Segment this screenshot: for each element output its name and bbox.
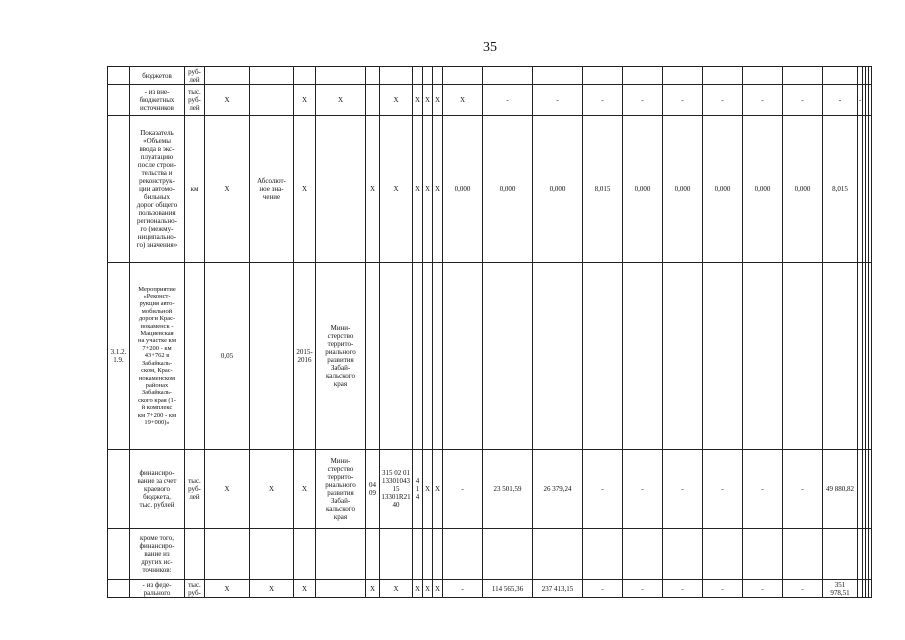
- table-cell: [433, 263, 443, 450]
- table-cell: -: [623, 580, 663, 598]
- table-cell: [869, 85, 872, 116]
- table-cell: тыс. руб- лей: [185, 450, 205, 529]
- table-cell: [366, 85, 380, 116]
- table-cell: [743, 529, 783, 580]
- table-cell: [703, 529, 743, 580]
- table-cell: тыс. руб- лей: [185, 85, 205, 116]
- table-cell: 4 1 4: [413, 450, 423, 529]
- table-cell: Х: [316, 85, 366, 116]
- table-cell: -: [623, 450, 663, 529]
- table-cell: -: [583, 450, 623, 529]
- table-cell: 0,000: [533, 116, 583, 263]
- table-cell: [583, 67, 623, 85]
- table-cell: [366, 67, 380, 85]
- table-row: [108, 85, 872, 116]
- table-cell: [623, 67, 663, 85]
- table-cell: [205, 529, 250, 580]
- table-cell: [823, 529, 858, 580]
- table-cell: Х: [433, 85, 443, 116]
- table-cell: [108, 580, 130, 598]
- table-cell: [483, 263, 533, 450]
- table-cell: [743, 67, 783, 85]
- table-cell: [185, 263, 205, 450]
- table-cell: [250, 529, 294, 580]
- table-cell: Х: [250, 450, 294, 529]
- table-cell: [533, 67, 583, 85]
- table-cell: [533, 263, 583, 450]
- table-cell: Х: [205, 85, 250, 116]
- table-cell: Х: [413, 85, 423, 116]
- table-cell: -: [583, 85, 623, 116]
- table-cell: Х: [205, 450, 250, 529]
- table-cell: [443, 263, 483, 450]
- table-cell: [185, 529, 205, 580]
- table-cell: 3.1.2. 1.9.: [108, 263, 130, 450]
- table-cell: Х: [380, 85, 413, 116]
- table-cell: 8,015: [583, 116, 623, 263]
- table-cell: [294, 529, 316, 580]
- table-cell: [250, 263, 294, 450]
- table-cell: 0,000: [743, 116, 783, 263]
- table-cell: [423, 529, 433, 580]
- table-cell: [583, 263, 623, 450]
- table-cell: [413, 263, 423, 450]
- table-cell: -: [858, 85, 863, 116]
- table-cell: [623, 263, 663, 450]
- table-cell: [250, 85, 294, 116]
- table-cell: [783, 67, 823, 85]
- table-row: [108, 67, 872, 85]
- table-cell: [443, 67, 483, 85]
- table-cell: [663, 263, 703, 450]
- table-cell: Х: [423, 580, 433, 598]
- table-cell: [423, 263, 433, 450]
- table-cell: [433, 67, 443, 85]
- table-cell: Х: [433, 450, 443, 529]
- table-row: [108, 450, 872, 529]
- table-cell: -: [533, 85, 583, 116]
- table-cell: Мини- стерство террито- риального развития Забай- кальского края: [316, 450, 366, 529]
- table-cell: [423, 67, 433, 85]
- table-cell: -: [663, 85, 703, 116]
- table-cell: [869, 116, 872, 263]
- table-cell: -: [483, 85, 533, 116]
- table-cell: Х: [380, 116, 413, 263]
- table-cell: [316, 116, 366, 263]
- table-cell: -: [583, 580, 623, 598]
- table-cell: [583, 529, 623, 580]
- table-cell: Х: [205, 116, 250, 263]
- table-cell: [380, 67, 413, 85]
- table-cell: 0,000: [483, 116, 533, 263]
- table-cell: 0,000: [623, 116, 663, 263]
- table-cell: Х: [294, 85, 316, 116]
- program-table: [107, 66, 872, 598]
- table-cell: 0,000: [663, 116, 703, 263]
- table-cell: [316, 529, 366, 580]
- table-cell: [869, 67, 872, 85]
- table-row: [108, 529, 872, 580]
- table-cell: -: [663, 450, 703, 529]
- table-cell: -: [783, 450, 823, 529]
- table-cell: [823, 263, 858, 450]
- table-cell: [783, 263, 823, 450]
- table-cell: Х: [205, 580, 250, 598]
- table-cell: Х: [423, 450, 433, 529]
- table-cell: Мини- стерство террито- риального развития Забай- кальского края: [316, 263, 366, 450]
- table-cell: [869, 529, 872, 580]
- table-cell: - из вне- бюджетных источников: [130, 85, 185, 116]
- table-cell: 0,000: [443, 116, 483, 263]
- table-cell: -: [783, 85, 823, 116]
- table-cell: [413, 529, 423, 580]
- table-cell: 26 379,24: [533, 450, 583, 529]
- table-cell: 04 09: [366, 450, 380, 529]
- table-cell: -: [743, 85, 783, 116]
- table-cell: Х: [423, 85, 433, 116]
- table-cell: 0,05: [205, 263, 250, 450]
- table-cell: Х: [413, 580, 423, 598]
- table-cell: [380, 529, 413, 580]
- table-cell: финансиро- вание за счет краевого бюджета, тыс. рублей: [130, 450, 185, 529]
- table-cell: [108, 67, 130, 85]
- table-cell: [366, 529, 380, 580]
- table-cell: км: [185, 116, 205, 263]
- table-cell: 315 02 01 13301043 15 13301R21 40: [380, 450, 413, 529]
- table-cell: -: [703, 450, 743, 529]
- table-cell: Х: [423, 116, 433, 263]
- table-cell: [869, 450, 872, 529]
- table-cell: Х: [433, 116, 443, 263]
- table-cell: [483, 67, 533, 85]
- table-cell: 2015- 2016: [294, 263, 316, 450]
- table-cell: бюджетов: [130, 67, 185, 85]
- table-cell: -: [823, 85, 858, 116]
- table-cell: 351 978,51: [823, 580, 858, 598]
- table-cell: [533, 529, 583, 580]
- table-cell: 8,015: [823, 116, 858, 263]
- table-cell: 114 565,36: [483, 580, 533, 598]
- table-cell: [108, 529, 130, 580]
- table-cell: -: [623, 85, 663, 116]
- table-cell: 0,000: [783, 116, 823, 263]
- table-row: [108, 580, 872, 598]
- table-cell: [743, 263, 783, 450]
- table-cell: 23 501,59: [483, 450, 533, 529]
- table-cell: кроме того, финансиро- вание из других ис- точников:: [130, 529, 185, 580]
- table-cell: руб- лей: [185, 67, 205, 85]
- table-cell: Мероприятие «Реконст- рукция авто- мобильной дороги Крас- нокаменск - Мациевская на участке км 7+200 - км 43+762 в Забайкаль- ском, Крас- нокаменском районах Забайкаль- ского края (1- й комплекс км 7+200 - км 19+000)»: [130, 263, 185, 450]
- table-cell: [205, 67, 250, 85]
- table-cell: -: [703, 85, 743, 116]
- table-cell: [108, 116, 130, 263]
- table-cell: -: [663, 580, 703, 598]
- table-cell: [483, 529, 533, 580]
- table-cell: -: [743, 450, 783, 529]
- table-cell: [823, 67, 858, 85]
- table-cell: [316, 67, 366, 85]
- table-cell: -: [743, 580, 783, 598]
- table-cell: [250, 67, 294, 85]
- table-cell: [108, 85, 130, 116]
- table-cell: [869, 580, 872, 598]
- table-cell: Х: [294, 116, 316, 263]
- table-cell: [366, 263, 380, 450]
- table-cell: - из феде- рального: [130, 580, 185, 598]
- table-cell: 49 880,82: [823, 450, 858, 529]
- table-cell: Х: [366, 580, 380, 598]
- page-number: 35: [483, 40, 497, 55]
- table-cell: [783, 529, 823, 580]
- table-cell: -: [443, 450, 483, 529]
- table-cell: [433, 529, 443, 580]
- table-cell: [443, 529, 483, 580]
- table-cell: Абсолют- ное зна- чение: [250, 116, 294, 263]
- table-cell: [663, 529, 703, 580]
- table-cell: 0,000: [703, 116, 743, 263]
- table-cell: [869, 263, 872, 450]
- table-cell: Х: [366, 116, 380, 263]
- table-cell: [703, 67, 743, 85]
- table-cell: [623, 529, 663, 580]
- table-cell: 237 413,15: [533, 580, 583, 598]
- table-row: [108, 263, 872, 450]
- table-cell: Х: [443, 85, 483, 116]
- table-cell: -: [783, 580, 823, 598]
- table-cell: -: [443, 580, 483, 598]
- table-cell: [108, 450, 130, 529]
- table-cell: Х: [250, 580, 294, 598]
- table-cell: -: [703, 580, 743, 598]
- table-row: [108, 116, 872, 263]
- table-cell: Показатель «Объемы ввода в экс- плуатацию после строи- тельства и реконструк- ции автомо- бильных дорог общего пользования регионально- го (межму- ниципально- го) значения»: [130, 116, 185, 263]
- table-cell: Х: [294, 450, 316, 529]
- table-cell: Х: [294, 580, 316, 598]
- table-cell: [316, 580, 366, 598]
- table-cell: тыс. руб-: [185, 580, 205, 598]
- table-cell: Х: [433, 580, 443, 598]
- table-cell: [294, 67, 316, 85]
- table-cell: Х: [380, 580, 413, 598]
- table-cell: [413, 67, 423, 85]
- table-cell: Х: [413, 116, 423, 263]
- table-cell: [380, 263, 413, 450]
- table-cell: [703, 263, 743, 450]
- table-cell: [663, 67, 703, 85]
